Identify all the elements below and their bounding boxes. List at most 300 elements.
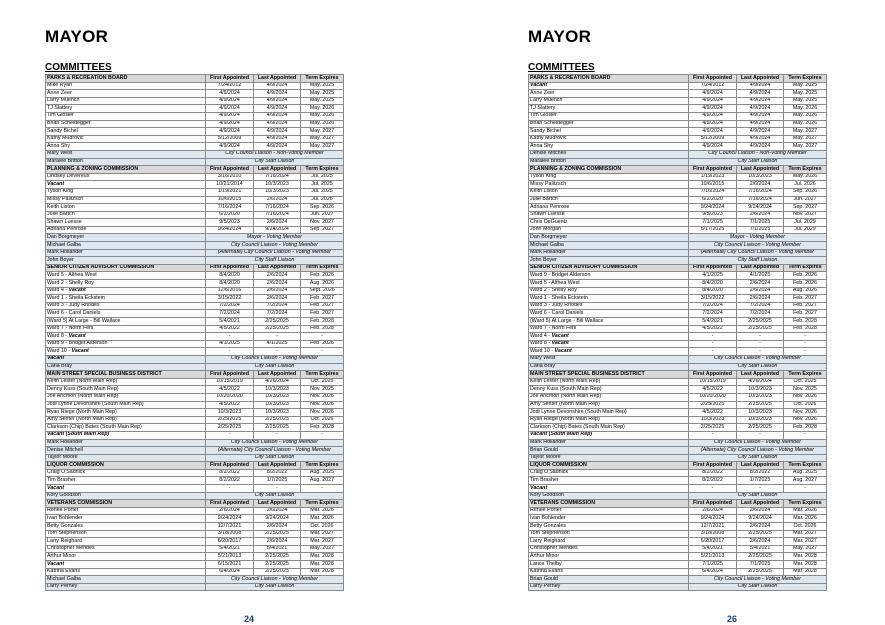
column-header: Term Expires (301, 75, 344, 83)
appointment-date: 8/4/2020 (206, 280, 254, 288)
member-name: Katrina Evans (529, 568, 689, 576)
appointment-date: 2/6/2024 (254, 196, 301, 204)
liaison-row (529, 447, 827, 455)
member-name: Ward 4 - Vacant (529, 333, 689, 341)
appointment-date: Mar. 2027 (784, 530, 827, 538)
liaison-name: Kory Goodson (46, 492, 206, 500)
appointment-date: 4/9/2024 (206, 112, 254, 120)
member-row (46, 386, 344, 394)
appointment-date: Feb. 2027 (784, 295, 827, 303)
appointment-date: 10/3/2023 (254, 409, 301, 417)
appointment-date: May. 2026 (301, 112, 344, 120)
page-number: 26 (727, 614, 738, 624)
member-name: Ward 5 - Althea West (529, 280, 689, 288)
committee-name: LIQUOR COMMISSION (529, 462, 689, 470)
member-name: Adriana Penrose (529, 204, 689, 212)
column-header: Last Appointed (737, 166, 784, 174)
appointment-date: 4/9/2024 (206, 120, 254, 128)
member-row (46, 545, 344, 553)
committee-header-row (46, 500, 344, 508)
member-name: Tyson King (529, 173, 689, 181)
member-name: Denny Kuss (South Main Rep) (529, 386, 689, 394)
committees-heading: COMMITTEES (528, 62, 595, 73)
liaison-role: (Alternate) City Council Liaison - Voting Member (689, 249, 827, 257)
appointment-date: 4/9/2024 (254, 120, 301, 128)
member-row (46, 568, 344, 576)
member-row (46, 295, 344, 303)
appointment-date: 2/6/2024 (737, 507, 784, 515)
appointment-date: Jul. 2025 (301, 181, 344, 189)
appointment-date: 7/2/2024 (737, 310, 784, 318)
appointment-date: Jun. 2027 (784, 196, 827, 204)
column-header: First Appointed (206, 166, 254, 174)
member-name: Ward 9 - Bridget Alderson (529, 272, 689, 280)
appointment-date: 4/9/2024 (737, 135, 784, 143)
member-row (529, 196, 827, 204)
appointment-date: Feb. 2026 (301, 272, 344, 280)
appointment-date: 10/20/2020 (689, 393, 737, 401)
appointment-date: May. 2027 (301, 545, 344, 553)
appointment-date: - (301, 333, 344, 341)
committee-name: SENIOR CITIZEN ADVISORY COMMISSION (529, 264, 689, 272)
member-row (46, 105, 344, 113)
appointment-date: 4/9/2024 (206, 143, 254, 151)
appointment-date: 5/21/2013 (689, 553, 737, 561)
member-row (46, 196, 344, 204)
member-row (529, 105, 827, 113)
member-row (529, 302, 827, 310)
appointment-date: 10/3/2023 (254, 181, 301, 189)
appointment-date: - (254, 431, 301, 439)
member-name: Keith Liston (529, 188, 689, 196)
member-row (529, 204, 827, 212)
member-name: (Ward 5) At Large - Bill Wallace (46, 318, 206, 326)
appointment-date: May. 2025 (301, 82, 344, 90)
appointment-date: - (254, 348, 301, 356)
appointment-date: 6/2/2020 (206, 211, 254, 219)
appointment-date: Feb. 2026 (784, 272, 827, 280)
liaison-name: Larry Perney (529, 583, 689, 591)
appointment-date: 4/9/2024 (254, 82, 301, 90)
member-name: Mike Ryan (46, 82, 206, 90)
appointment-date: Aug. 2026 (784, 287, 827, 295)
member-row (529, 401, 827, 409)
appointment-date: 7/1/2025 (689, 219, 737, 227)
appointment-date: 4/9/2024 (737, 105, 784, 113)
appointment-date: 2/25/2025 (689, 424, 737, 432)
appointment-date: Aug. 2026 (301, 280, 344, 288)
liaison-name: Maralee Britton (46, 158, 206, 166)
liaison-role: City Staff Liaison (206, 492, 344, 500)
member-row (529, 348, 827, 356)
liaison-name: Dan Borgmeyer (46, 234, 206, 242)
appointment-date: Aug. 2027 (784, 477, 827, 485)
appointment-date: 2/6/2024 (254, 295, 301, 303)
member-name: Vacant (529, 485, 689, 493)
appointment-date: Feb. 2028 (301, 424, 344, 432)
appointment-date: Feb. 2028 (301, 325, 344, 333)
member-name: Betty Gonzales (529, 523, 689, 531)
appointment-date: 8/4/2020 (206, 272, 254, 280)
appointment-date: 4/1/2025 (689, 272, 737, 280)
appointment-date: 10/15/2019 (206, 378, 254, 386)
member-name: Denny Kuss (South Main Rep) (46, 386, 206, 394)
appointment-date: 4/5/2022 (206, 386, 254, 394)
member-row (46, 340, 344, 348)
member-row (46, 272, 344, 280)
appointment-date: 4/9/2024 (206, 97, 254, 105)
member-row (46, 393, 344, 401)
liaison-name: Mark Hollander (529, 439, 689, 447)
appointment-date: - (301, 485, 344, 493)
appointment-date: 4/9/2024 (689, 90, 737, 98)
appointment-date: 10/3/2023 (737, 409, 784, 417)
member-name: Keith Liston (46, 204, 206, 212)
appointment-date: 10/3/2023 (689, 416, 737, 424)
appointment-date: Mar. 2028 (784, 568, 827, 576)
liaison-role: City Staff Liaison (206, 158, 344, 166)
member-name: Ward 10 - Vacant (529, 348, 689, 356)
member-row (529, 90, 827, 98)
appointment-date: Nov. 2026 (784, 393, 827, 401)
appointment-date: Nov. 2026 (301, 393, 344, 401)
appointment-date: May. 2027 (301, 128, 344, 136)
liaison-role: City Council Liaison - Voting Member (689, 242, 827, 250)
liaison-role: (Alternate) City Council Liaison - Voting Member (689, 447, 827, 455)
member-row (529, 272, 827, 280)
member-name: Joe Ancmon (North Main Rep) (529, 393, 689, 401)
appointment-date: 7/1/2025 (737, 219, 784, 227)
column-header: First Appointed (689, 500, 737, 508)
liaison-role: City Council Liaison - Voting Member (206, 576, 344, 584)
appointment-date: 12/7/2021 (689, 523, 737, 531)
appointment-date: 7/2/2024 (737, 302, 784, 310)
committee-header-row (529, 264, 827, 272)
liaison-row (46, 447, 344, 455)
member-row (46, 287, 344, 295)
appointment-date: 4/9/2024 (206, 128, 254, 136)
member-row (529, 477, 827, 485)
member-row (529, 393, 827, 401)
appointment-date: Feb. 2026 (301, 340, 344, 348)
appointment-date: 8/2/2022 (737, 469, 784, 477)
member-name: Ward 1 - Sheila Eckstein (46, 295, 206, 303)
appointment-date: Feb. 2028 (784, 318, 827, 326)
member-row (529, 280, 827, 288)
appointment-date: - (206, 348, 254, 356)
appointment-date: - (784, 431, 827, 439)
appointment-date: 7/2/2024 (689, 310, 737, 318)
appointment-date: 8/2/2022 (206, 477, 254, 485)
liaison-role: City Staff Liaison (689, 583, 827, 591)
appointment-date: 4/9/2024 (254, 97, 301, 105)
appointment-date: May. 2027 (784, 143, 827, 151)
member-row (46, 204, 344, 212)
appointment-date: 6/15/2021 (206, 561, 254, 569)
member-row (529, 310, 827, 318)
committee-header-row (46, 462, 344, 470)
liaison-row (46, 249, 344, 257)
member-row (46, 530, 344, 538)
appointment-date: 3/15/2022 (206, 295, 254, 303)
member-name: Sandy Bichel (529, 128, 689, 136)
appointment-date: Jul. 2029 (784, 226, 827, 234)
appointment-date: 3/18/2008 (206, 530, 254, 538)
column-header: First Appointed (689, 166, 737, 174)
liaison-row (529, 576, 827, 584)
member-name: Chris DeGuentz (529, 219, 689, 227)
liaison-row (529, 158, 827, 166)
member-name: Ward 5 - Althea West (46, 272, 206, 280)
member-name: Ward 3 - Judy Rhodes (46, 302, 206, 310)
committee-name: PARKS & RECREATION BOARD (529, 75, 689, 83)
member-row (529, 143, 827, 151)
member-name: Kathy Mudrovic (46, 135, 206, 143)
appointment-date: Mar. 2026 (784, 515, 827, 523)
appointment-date: 10/3/2023 (737, 173, 784, 181)
appointment-date: 10/3/2023 (254, 393, 301, 401)
column-header: Last Appointed (737, 462, 784, 470)
appointment-date: 1/19/2021 (206, 188, 254, 196)
member-name: Brian Scheidegger (46, 120, 206, 128)
committee-header-row (46, 75, 344, 83)
appointment-date: 2/25/2025 (689, 401, 737, 409)
appointment-date: 10/15/2019 (689, 378, 737, 386)
liaison-row (46, 158, 344, 166)
appointment-date: 2/25/2025 (254, 325, 301, 333)
appointment-date: 2/25/2025 (737, 401, 784, 409)
column-header: First Appointed (206, 500, 254, 508)
member-name: Tyson King (46, 188, 206, 196)
member-row (46, 333, 344, 341)
appointment-date: - (301, 431, 344, 439)
appointment-date: 2/6/2024 (254, 219, 301, 227)
appointment-date: - (206, 485, 254, 493)
member-name: Lindsey Devereux (46, 173, 206, 181)
appointment-date: 5/4/2021 (254, 545, 301, 553)
appointment-date: May. 2025 (301, 90, 344, 98)
liaison-name: Mary West (46, 150, 206, 158)
liaison-row (529, 583, 827, 591)
member-name: Jodi Lynne Devonshire (South Main Rep) (529, 409, 689, 417)
appointment-date: Oct. 2025 (784, 378, 827, 386)
appointment-date: Sep. 2027 (784, 204, 827, 212)
appointment-date: 10/3/2023 (737, 386, 784, 394)
member-name: Brian Scheidegger (529, 120, 689, 128)
member-row (46, 431, 344, 439)
column-header: Term Expires (784, 500, 827, 508)
column-header: First Appointed (689, 371, 737, 379)
member-name: Ward 9 - Bridget Alderson (46, 340, 206, 348)
member-row (46, 538, 344, 546)
column-header: Last Appointed (737, 264, 784, 272)
member-name: Clarkson (Chip) Bates (South Main Rep) (46, 424, 206, 432)
liaison-row (46, 242, 344, 250)
appointment-date: Oct. 2026 (784, 401, 827, 409)
liaison-role: City Council Liaison - Voting Member (689, 355, 827, 363)
member-name: Ward 2 - Shelly Roy (46, 280, 206, 288)
appointment-date: 8/2/2022 (689, 477, 737, 485)
committee-name: VETERANS COMMISSION (46, 500, 206, 508)
appointment-date: 7/2/2024 (254, 302, 301, 310)
appointment-date: Aug. 2025 (301, 469, 344, 477)
appointment-date: 4/26/2024 (737, 378, 784, 386)
appointment-date: 10/3/2023 (206, 409, 254, 417)
committees-heading: COMMITTEES (45, 62, 112, 73)
member-name: Larry Muench (529, 97, 689, 105)
member-row (529, 469, 827, 477)
member-name: Shawn Luesse (529, 211, 689, 219)
member-name: Tim Brasher (46, 477, 206, 485)
appointment-date: Oct. 2026 (301, 416, 344, 424)
appointment-date: 10/3/2023 (254, 401, 301, 409)
member-row (46, 226, 344, 234)
appointment-date: - (737, 340, 784, 348)
member-name: Ward 7 - Norm Fehl (46, 325, 206, 333)
appointment-date: Jul. 2026 (301, 196, 344, 204)
member-name: Vacant (46, 181, 206, 189)
appointment-date: - (737, 485, 784, 493)
column-header: Last Appointed (254, 166, 301, 174)
column-header: First Appointed (206, 75, 254, 83)
appointment-date: Sept. 2026 (301, 287, 344, 295)
member-name: Renee Porter (529, 507, 689, 515)
member-row (46, 561, 344, 569)
page-title: MAYOR (528, 27, 592, 46)
member-name: Missy Palitzsch (529, 181, 689, 189)
page-number: 24 (244, 614, 255, 624)
appointment-date: Nov. 2027 (784, 211, 827, 219)
member-name: Jodi Lynne Devonshire (South Main Rep) (46, 401, 206, 409)
column-header: Term Expires (784, 166, 827, 174)
liaison-name: Dan Borgmeyer (529, 234, 689, 242)
appointment-date: May. 2027 (784, 135, 827, 143)
appointment-date: 9/24/2024 (254, 515, 301, 523)
member-name: Sandy Bichel (46, 128, 206, 136)
liaison-row (46, 234, 344, 242)
appointment-date: 4/9/2024 (254, 105, 301, 113)
appointment-date: 2/6/2024 (254, 287, 301, 295)
member-row (529, 545, 827, 553)
member-name: Ward 6 - Carol Daniels (46, 310, 206, 318)
liaison-row (529, 492, 827, 500)
appointment-date: 4/1/2025 (206, 340, 254, 348)
appointment-date: Jul. 2029 (784, 219, 827, 227)
member-name: Ward 10 - Vacant (46, 348, 206, 356)
member-name: Larry Reighard (46, 538, 206, 546)
liaison-name: Brian Gould (529, 447, 689, 455)
appointment-date: May. 2025 (784, 97, 827, 105)
liaison-role: City Council Liaison - Voting Member (206, 355, 344, 363)
appointment-date: Mar. 2028 (784, 561, 827, 569)
column-header: Last Appointed (254, 371, 301, 379)
column-header: Term Expires (784, 75, 827, 83)
appointment-date: 4/1/2025 (737, 272, 784, 280)
appointment-date: 10/21/2014 (206, 181, 254, 189)
appointment-date: Mar. 2026 (301, 515, 344, 523)
liaison-role: City Council Liaison - Voting Member (206, 439, 344, 447)
column-header: Last Appointed (737, 75, 784, 83)
appointment-date: 4/9/2024 (737, 112, 784, 120)
member-name: TJ Slattery (46, 105, 206, 113)
member-name: Craig O'Sadnick (529, 469, 689, 477)
liaison-name: Mark Hollander (46, 439, 206, 447)
appointment-date: 9/24/2024 (206, 515, 254, 523)
liaison-name: Mark Hollander (529, 249, 689, 257)
column-header: Last Appointed (254, 462, 301, 470)
committee-header-row (529, 166, 827, 174)
appointment-date: Jul. 2026 (784, 181, 827, 189)
member-name: Ward 8 - Vacant (46, 333, 206, 341)
appointment-date: Aug. 2027 (301, 477, 344, 485)
appointment-date: 2/6/2024 (254, 280, 301, 288)
appointment-date: 2/25/2025 (254, 318, 301, 326)
member-name: Ward 6 - Carol Daniels (529, 310, 689, 318)
appointment-date: 6/20/2017 (689, 538, 737, 546)
liaison-name: Taylor Moore (46, 454, 206, 462)
appointment-date: 2/25/2025 (737, 530, 784, 538)
member-row (46, 507, 344, 515)
member-row (529, 112, 827, 120)
appointment-date: 6/20/2017 (206, 538, 254, 546)
member-name: Tim Brasher (529, 477, 689, 485)
appointment-date: - (206, 431, 254, 439)
member-row (46, 424, 344, 432)
appointment-date: - (784, 485, 827, 493)
member-row (529, 318, 827, 326)
appointment-date: May. 2027 (784, 545, 827, 553)
appointment-date: 2/25/2025 (254, 424, 301, 432)
member-row (46, 523, 344, 531)
member-name: Ivan Bohlender (46, 515, 206, 523)
appointment-date: May. 2026 (784, 112, 827, 120)
member-row (46, 112, 344, 120)
committee-name: PARKS & RECREATION BOARD (46, 75, 206, 83)
committee-name: VETERANS COMMISSION (529, 500, 689, 508)
appointment-date: 9/24/2024 (254, 226, 301, 234)
appointment-date: 5/4/2021 (689, 318, 737, 326)
appointment-date: 7/16/2024 (737, 188, 784, 196)
liaison-role: City Council Liaison - Non-Voting Member (206, 150, 344, 158)
appointment-date: 8/4/2020 (689, 280, 737, 288)
committee-name: LIQUOR COMMISSION (46, 462, 206, 470)
member-row (46, 135, 344, 143)
appointment-date: 4/9/2024 (254, 135, 301, 143)
appointment-date: 1/7/2025 (254, 477, 301, 485)
member-name: Julie Bartch (529, 196, 689, 204)
appointment-date: 7/24/2012 (206, 82, 254, 90)
member-row (46, 280, 344, 288)
column-header: Last Appointed (254, 75, 301, 83)
member-name: Anne Zeer (529, 90, 689, 98)
appointment-date: May. 2027 (301, 143, 344, 151)
appointment-date: Nov. 2026 (784, 416, 827, 424)
appointment-date: 7/16/2024 (254, 204, 301, 212)
appointment-date: 4/9/2024 (737, 97, 784, 105)
appointment-date: 2/25/2025 (737, 424, 784, 432)
liaison-row (529, 242, 827, 250)
appointment-date: Jun. 2027 (301, 211, 344, 219)
column-header: First Appointed (689, 462, 737, 470)
appointment-date: - (737, 348, 784, 356)
appointment-date: 3/16/2010 (206, 173, 254, 181)
appointment-date: 1/7/2025 (737, 477, 784, 485)
appointment-date: 4/9/2024 (689, 128, 737, 136)
member-row (529, 219, 827, 227)
committees-table (45, 74, 344, 591)
member-row (46, 477, 344, 485)
appointment-date: 8/2/2022 (689, 469, 737, 477)
